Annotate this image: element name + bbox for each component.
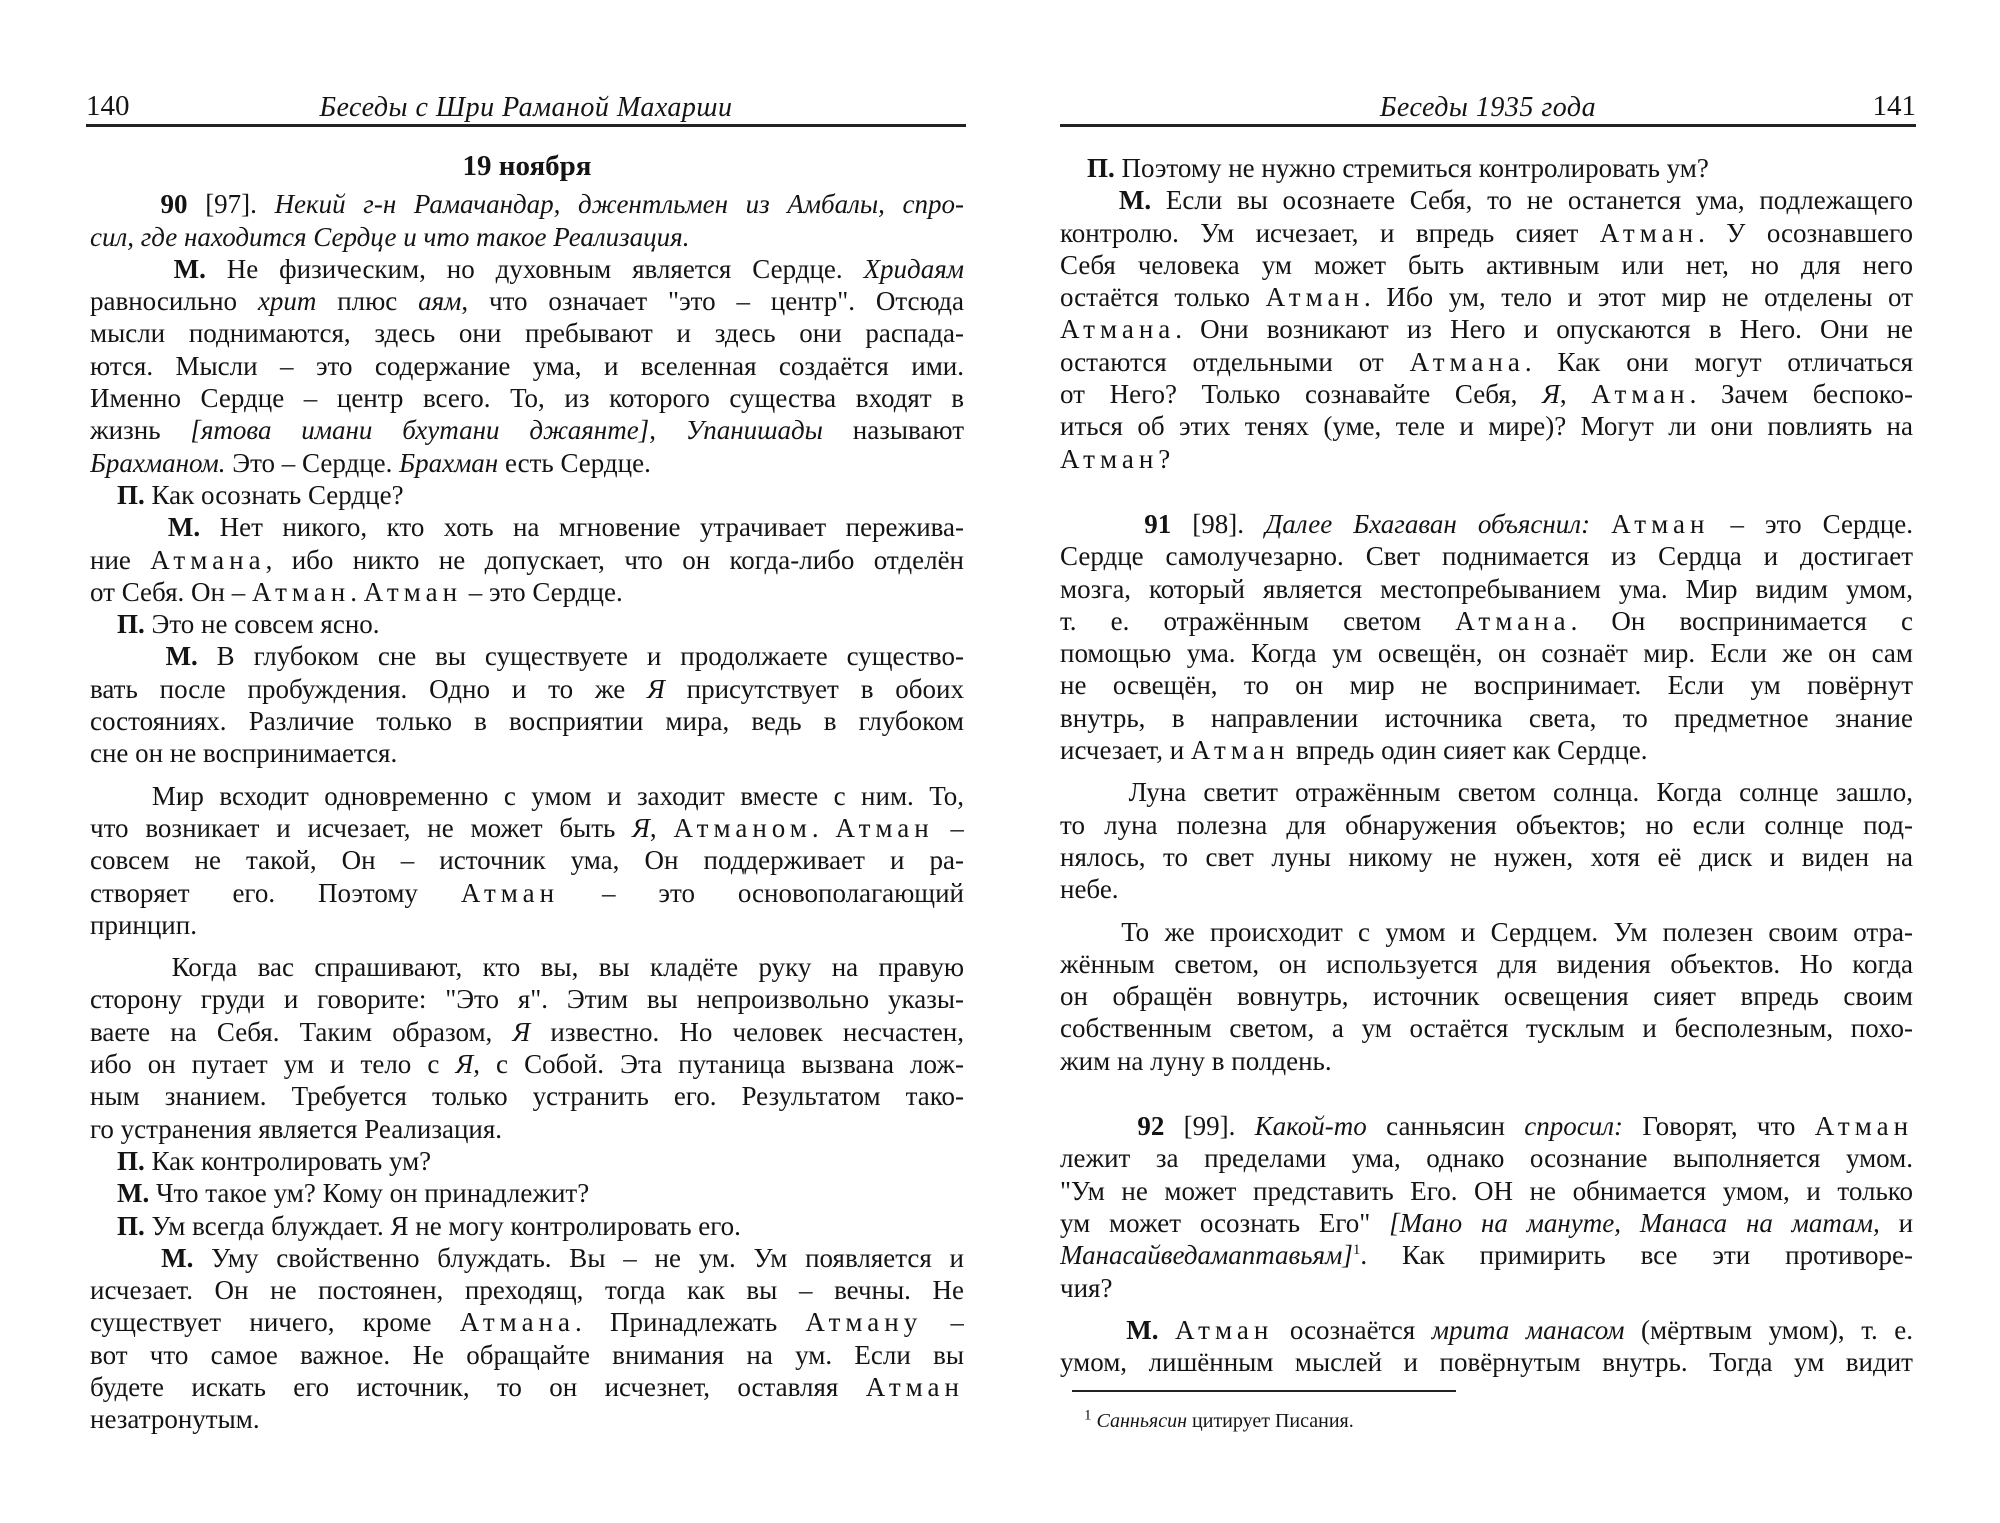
footnote: $^1$ Санньясин цитирует Писания. bbox=[1084, 1407, 1354, 1432]
running-title: Беседы 1935 года bbox=[1379, 92, 1597, 123]
page-body bbox=[90, 150, 964, 1436]
question: П. Как контролировать ум? bbox=[117, 1145, 432, 1176]
paragraph-91: 91 [98]. Далее Бхагаван объяснил: Атман – это Сердце. Сердце самолучезарно. Свет поднимается из Сердца и достигает мозга, который является местопребыванием ума. Мир видим умом, т. е. отражённым светом Атмана. Он воспринимается с помощью ума. Когда ум освещён, он сознаёт мир. Если же он сам не освещён, то он мир не воспринимает. Если ум повёрнут внутрь, в направлении источника света, то предметное знание исчезает, и Атман впредь один сияет как Сердце. bbox=[1060, 508, 1913, 766]
page-number: 141 bbox=[1872, 90, 1916, 122]
footnote-rule bbox=[1072, 1390, 1456, 1392]
date-heading: 19 ноября bbox=[462, 150, 592, 182]
running-header bbox=[1060, 90, 1916, 126]
paragraph-92: 92 [99]. Какой-то санньясин спросил: Говорят, что Атман лежит за пределами ума, однако осознание выполняется умом. "Ум не может представить Его. ОН не обнимается умом, и только ум может осознать Его" [Мано на мануте, Манаса на матам, и Манасайведамаптавьям]$^1$. Как примирить все эти противоре- чия? bbox=[1060, 1111, 1913, 1303]
answer: М. Уму свойственно блуждать. Вы – не ум. Ум появляется и исчезает. Он не постоянен, преходящ, тогда как вы – вечны. Не существует ничего, кроме Атмана. Принадлежать Атману – вот что самое важное. Не обращайте внимания на ум. Если вы будете искать его источник, то он исчезнет, оставляя Атман незатронутым. bbox=[90, 1242, 964, 1435]
answer: М. Атман осознаётся мрита манасом (мёртвым умом), т. е. умом, лишённым мыслей и повёрнутым внутрь. Тогда ум видит bbox=[1060, 1314, 1913, 1378]
paragraph: Луна светит отражённым светом солнца. Когда солнце зашло, то луна полезна для обнаружения объектов; но если солнце под- нялось, то свет луны никому не нужен, хотя её диск и виден на небе. bbox=[1060, 777, 1913, 905]
paragraph: То же происходит с умом и Сердцем. Ум полезен своим отра- жённым светом, он используется для видения объектов. Но когда он обращён вовнутрь, источник освещения сияет впредь своим собственным светом, а ум остаётся тусклым и бесполезным, похо- жим на луну в полдень. bbox=[1060, 916, 1913, 1076]
question: П. Это не совсем ясно. bbox=[117, 609, 380, 640]
footnote-marker: 1 bbox=[1352, 1242, 1361, 1259]
paragraph: Когда вас спрашивают, кто вы, вы кладёте руку на правую сторону груди и говорите: "Это я". Этим вы непроизвольно указы- ваете на Себя. Таким образом, Я известно. Но человек несчастен, ибо он путает ум и тело с Я, с Собой. Эта путаница вызвана лож- ным знанием. Требуется только устранить его. Результатом тако- го устранения является Реализация. bbox=[90, 952, 964, 1144]
running-title: Беседы с Шри Раманой Махарши bbox=[319, 92, 733, 123]
question: П. Как осознать Сердце? bbox=[117, 479, 404, 510]
question: П. Поэтому не нужно стремиться контролировать ум? bbox=[1087, 153, 1709, 183]
answer: М. Что такое ум? Кому он принадлежит? bbox=[117, 1178, 590, 1209]
header-rule bbox=[1060, 124, 1916, 127]
running-header bbox=[86, 90, 966, 126]
answer: М. Если вы осознаете Себя, то не останется ума, подлежащего контролю. Ум исчезает, и впредь сияет Атман. У осознавшего Себя человека ум может быть активным или нет, но для него остаётся только Атман. Ибо ум, тело и этот мир не отделены от Атмана. Они возникают из Него и опускаются в Него. Они не остаются отдельными от Атмана. Как они могут отличаться от Него? Только сознавайте Себя, Я, Атман. Зачем беспоко- иться об этих тенях (уме, теле и мире)? Могут ли они повлиять на Атман? bbox=[1060, 185, 1913, 474]
paragraph: Мир всходит одновременно с умом и заходит вместе с ним. То, что возникает и исчезает, не может быть Я, Атманом. Атман – совсем не такой, Он – источник ума, Он поддерживает и ра- створяет его. Поэтому Атман – это основополагающий принцип. bbox=[90, 780, 964, 940]
page-number: 140 bbox=[86, 90, 130, 122]
question: П. Ум всегда блуждает. Я не могу контролировать его. bbox=[117, 1210, 741, 1241]
paragraph-90: 90 [97]. Некий г-н Рамачандар, джентльмен из Амбалы, спро- сил, где находится Сердце и что такое Реализация. М. Не физическим, но духовным является Сердце. Хридаям равносильно хрит плюс аям, что означает "это – центр". Отсюда мысли поднимаются, здесь они пребывают и здесь они распада- ются. Мысли – это содержание ума, и вселенная создаётся ими. Именно Сердце – центр всего. То, из которого существа входят в жизнь [ятова имани бхутани джаянте], Упанишады называют Брахманом. Это – Сердце. Брахман есть Сердце. bbox=[90, 189, 964, 478]
page-body bbox=[1060, 152, 1913, 1378]
answer: М. В глубоком сне вы существуете и продолжаете существо- вать после пробуждения. Одно и то же Я присутствует в обоих состояниях. Различие только в восприятии мира, ведь в глубоком сне он не воспринимается. bbox=[90, 641, 964, 769]
right-page bbox=[1000, 0, 2000, 1523]
header-rule bbox=[86, 124, 966, 127]
answer: М. Нет никого, кто хоть на мгновение утрачивает пережива- ние Атмана, ибо никто не допускает, что он когда-либо отделён от Себя. Он – Атман. Атман – это Сердце. bbox=[90, 512, 964, 607]
